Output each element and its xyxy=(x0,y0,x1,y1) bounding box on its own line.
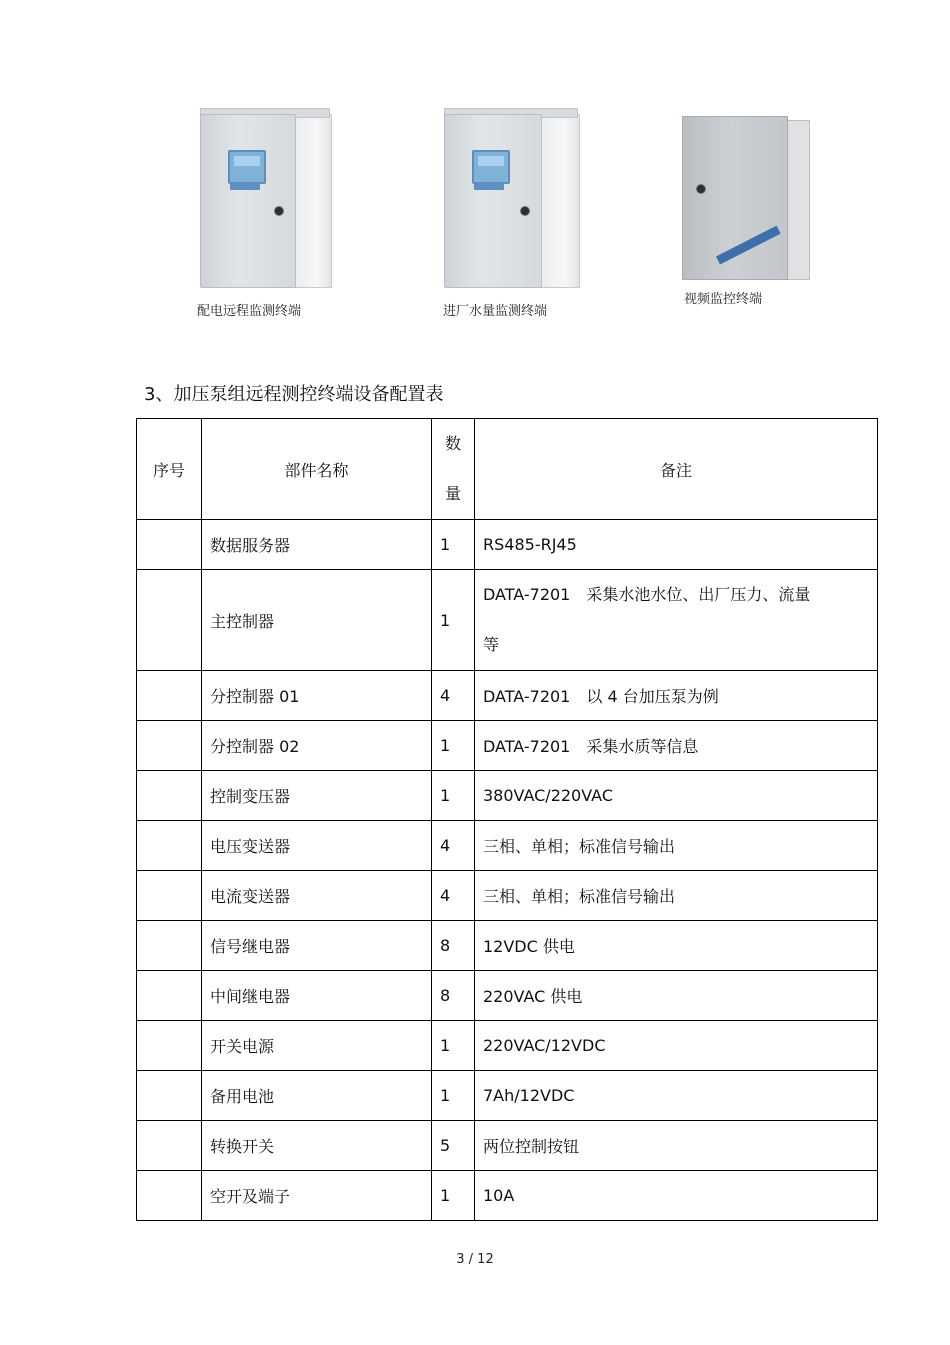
table-row xyxy=(137,671,878,721)
header-name: 部件名称 xyxy=(202,419,432,520)
cell-name: 信号继电器 xyxy=(202,921,432,971)
cell-qty: 1 xyxy=(432,721,475,771)
cell-qty: 1 xyxy=(432,1071,475,1121)
cell-index xyxy=(137,1071,202,1121)
cell-note-line1: DATA-7201 采集水池水位、出厂压力、流量 xyxy=(483,585,811,604)
header-qty-line2: 量 xyxy=(444,484,461,503)
config-table xyxy=(136,418,878,1221)
cell-note: 10A xyxy=(475,1171,878,1221)
cell-index xyxy=(137,570,202,671)
cell-qty: 4 xyxy=(432,871,475,921)
table-header-row xyxy=(137,419,878,520)
cell-index xyxy=(137,1171,202,1221)
cell-name: 空开及端子 xyxy=(202,1171,432,1221)
figure-video-terminal xyxy=(682,116,810,280)
cell-index xyxy=(137,721,202,771)
figure-caption-water: 进厂水量监测终端 xyxy=(443,304,548,319)
table-row xyxy=(137,1021,878,1071)
cell-name: 电压变送器 xyxy=(202,821,432,871)
cell-note: RS485-RJ45 xyxy=(475,520,878,570)
cabinet-front-door xyxy=(444,114,542,288)
cell-qty: 1 xyxy=(432,570,475,671)
cell-qty: 1 xyxy=(432,520,475,570)
cell-index xyxy=(137,1021,202,1071)
cell-qty: 4 xyxy=(432,671,475,721)
cell-note: 220VAC 供电 xyxy=(475,971,878,1021)
table-row xyxy=(137,1071,878,1121)
cell-name: 开关电源 xyxy=(202,1021,432,1071)
cell-note: 三相、单相；标准信号输出 xyxy=(475,871,878,921)
lcd-screen-icon xyxy=(228,150,266,184)
cell-qty: 1 xyxy=(432,771,475,821)
lock-icon xyxy=(520,206,530,216)
cell-name: 电流变送器 xyxy=(202,871,432,921)
header-index: 序号 xyxy=(137,419,202,520)
cell-name: 备用电池 xyxy=(202,1071,432,1121)
cell-note: DATA-7201 采集水质等信息 xyxy=(475,721,878,771)
cabinet-nameplate-icon xyxy=(474,182,504,190)
cell-note: 两位控制按钮 xyxy=(475,1121,878,1171)
lock-icon xyxy=(274,206,284,216)
table-row xyxy=(137,871,878,921)
cabinet-nameplate-icon xyxy=(230,182,260,190)
cell-qty: 8 xyxy=(432,921,475,971)
cell-name: 中间继电器 xyxy=(202,971,432,1021)
section-title: 3、加压泵组远程测控终端设备配置表 xyxy=(144,384,444,405)
cabinet-side-panel xyxy=(540,114,580,288)
cell-name: 分控制器 01 xyxy=(202,671,432,721)
cell-index xyxy=(137,871,202,921)
lock-icon xyxy=(696,184,706,194)
cell-qty: 1 xyxy=(432,1021,475,1071)
cell-qty: 5 xyxy=(432,1121,475,1171)
table-row xyxy=(137,821,878,871)
cabinet-side-panel xyxy=(294,114,332,288)
figure-water-terminal xyxy=(440,108,580,288)
cell-name: 主控制器 xyxy=(202,570,432,671)
cell-qty: 4 xyxy=(432,821,475,871)
table-row xyxy=(137,721,878,771)
cell-note: DATA-7201 以 4 台加压泵为例 xyxy=(475,671,878,721)
cell-index xyxy=(137,771,202,821)
cell-note xyxy=(475,570,878,671)
table-row xyxy=(137,771,878,821)
cell-qty: 8 xyxy=(432,971,475,1021)
cell-note: 7Ah/12VDC xyxy=(475,1071,878,1121)
cell-index xyxy=(137,821,202,871)
cell-note: 380VAC/220VAC xyxy=(475,771,878,821)
cell-name: 转换开关 xyxy=(202,1121,432,1171)
table-row xyxy=(137,921,878,971)
table-row xyxy=(137,971,878,1021)
cell-note: 三相、单相；标准信号输出 xyxy=(475,821,878,871)
cell-note: 220VAC/12VDC xyxy=(475,1021,878,1071)
page-number: 3 / 12 xyxy=(456,1252,494,1267)
cell-name: 分控制器 02 xyxy=(202,721,432,771)
cell-index xyxy=(137,921,202,971)
table-row xyxy=(137,1121,878,1171)
cabinet-side-panel xyxy=(786,120,810,280)
lcd-screen-icon xyxy=(472,150,510,184)
header-qty-line1: 数 xyxy=(444,434,461,453)
table-row xyxy=(137,570,878,671)
cell-name: 数据服务器 xyxy=(202,520,432,570)
cell-note-line2: 等 xyxy=(483,635,500,654)
cabinet-front-door xyxy=(200,114,296,288)
cell-qty: 1 xyxy=(432,1171,475,1221)
figure-caption-video: 视频监控终端 xyxy=(684,292,763,307)
table-row xyxy=(137,1171,878,1221)
header-qty xyxy=(432,419,475,520)
figure-power-terminal xyxy=(196,108,332,288)
cell-index xyxy=(137,1121,202,1171)
cell-index xyxy=(137,520,202,570)
table-row xyxy=(137,520,878,570)
header-note: 备注 xyxy=(475,419,878,520)
cell-index xyxy=(137,971,202,1021)
cell-index xyxy=(137,671,202,721)
figure-caption-power: 配电远程监测终端 xyxy=(197,304,302,319)
cell-name: 控制变压器 xyxy=(202,771,432,821)
cell-note: 12VDC 供电 xyxy=(475,921,878,971)
